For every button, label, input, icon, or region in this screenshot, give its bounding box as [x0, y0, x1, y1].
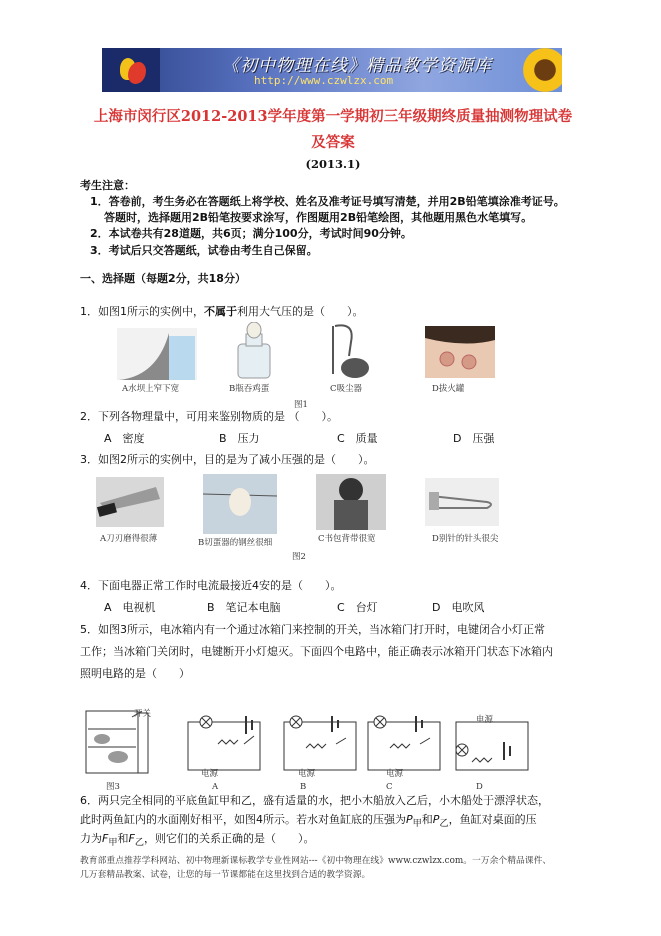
- site-logo: [102, 48, 160, 92]
- option-a: A 密度: [104, 432, 145, 445]
- question-5-line: 5．如图3所示，电冰箱内有一个通过冰箱门来控制的开关，当冰箱门打开时，电键闭合小灯正常: [80, 623, 545, 636]
- option-d: D 压强: [453, 432, 495, 445]
- option-d: D 电吹风: [432, 601, 485, 614]
- exam-date: (2013.1): [305, 157, 361, 171]
- page-title: 上海市闵行区2012-2013学年度第一学期初三年级期终质量抽测物理试卷: [93, 108, 573, 125]
- footer-line: 教育部重点推荐学科网站、初中物理新课标教学专业性网站---《初中物理在线》www.czwlzx.com。一万余个精品课件、: [80, 856, 552, 866]
- knife-image: [96, 477, 164, 527]
- site-banner: [102, 48, 562, 92]
- notice-item: 1．答卷前，考生务必在答题纸上将学校、姓名及准考证号填写清楚，并用2B铅笔填涂准考证号。: [90, 195, 565, 208]
- question-2: 2．下列各物理量中，可用来鉴别物质的是 （ ）。: [80, 410, 338, 423]
- question-1: 1．如图1所示的实例中，不属于利用大气压的是（ ）。: [80, 305, 364, 318]
- figure-caption: D拔火罐: [432, 384, 465, 394]
- power-label: 电源: [476, 715, 494, 725]
- safety-pin-image: [425, 478, 499, 526]
- option-label: D: [476, 782, 483, 792]
- figure-label: 图1: [294, 400, 308, 410]
- switch-label: 开关: [134, 709, 152, 719]
- power-label: 电源: [298, 769, 316, 779]
- option-a: A 电视机: [104, 601, 156, 614]
- option-b: B 笔记本电脑: [207, 601, 281, 614]
- option-c: C 质量: [337, 432, 378, 445]
- sunflower-icon: [522, 48, 562, 92]
- question-6-line: 6．两只完全相同的平底鱼缸甲和乙，盛有适量的水，把小木船放入乙后，小木船处于漂浮状态，: [80, 794, 549, 807]
- page-title-line2: 及答案: [311, 134, 355, 151]
- power-label: 电源: [386, 769, 404, 779]
- notice-item: 答题时，选择题用2B铅笔按要求涂写，作图题用2B铅笔绘图，其他题用黑色水笔填写。: [104, 211, 533, 224]
- figure-caption: B切蛋器的钢丝很细: [198, 538, 273, 548]
- banner-url[interactable]: http://www.czwlzx.com: [254, 74, 394, 87]
- question-6-line: 此时两鱼缸内的水面刚好相平，如图4所示。若水对鱼缸底的压强为$P_甲$和$P_乙$，鱼缸对桌面的压: [80, 813, 537, 830]
- option-b: B 压力: [219, 432, 260, 445]
- bottle-egg-image: [232, 322, 276, 380]
- page-footer: [80, 854, 600, 882]
- question-4: 4．下面电器正常工作时电流最接近4安的是（ ）。: [80, 579, 342, 592]
- figure-label: 图2: [292, 552, 306, 562]
- circuit-a-diagram: [184, 714, 264, 776]
- figure-caption: C吸尘器: [330, 384, 363, 394]
- option-label: A: [212, 782, 219, 792]
- option-label: C: [386, 782, 393, 792]
- egg-slicer-image: [203, 474, 277, 534]
- figure-caption: D别针的针头很尖: [432, 534, 499, 544]
- power-label: 电源: [201, 769, 219, 779]
- banner-title: 《初中物理在线》精品教学资源库: [222, 56, 492, 76]
- option-label: B: [300, 782, 307, 792]
- figure-caption: C书包背带很宽: [318, 534, 376, 544]
- notice-heading: 考生注意：: [80, 179, 135, 192]
- question-3: 3．如图2所示的实例中，目的是为了减小压强的是（ ）。: [80, 453, 375, 466]
- circuit-b-diagram: [280, 714, 360, 776]
- circuit-c-diagram: [364, 714, 444, 776]
- figure-caption: A水坝上窄下宽: [122, 384, 180, 394]
- figure-caption: A刀刃磨得很薄: [100, 534, 158, 544]
- backpack-image: [316, 474, 386, 530]
- section-heading: 一、选择题（每题2分，共18分）: [80, 272, 246, 285]
- notice-item: 3．考试后只交答题纸，试卷由考生自己保留。: [90, 244, 318, 257]
- question-5-line: 照明电路的是（ ）: [80, 667, 190, 680]
- vacuum-cleaner-image: [325, 322, 373, 380]
- notice-item: 2．本试卷共有28道题，共6页；满分100分，考试时间90分钟。: [90, 227, 412, 240]
- option-c: C 台灯: [337, 601, 378, 614]
- figure-caption: B瓶吞鸡蛋: [229, 384, 270, 394]
- figure-label: 图3: [106, 782, 120, 792]
- dam-image: [117, 328, 197, 380]
- question-6-line: 力为$F_甲$和$F_乙$，则它们的关系正确的是（ ）。: [80, 832, 315, 849]
- footer-line: 几万套精品教案、试卷，让您的每一节课都能在这里找到合适的教学资源。: [80, 870, 371, 880]
- cupping-image: [425, 326, 495, 378]
- question-5-line: 工作；当冰箱门关闭时，电键断开小灯熄灭。下面四个电路中，能正确表示冰箱开门状态下冰箱内: [80, 645, 553, 658]
